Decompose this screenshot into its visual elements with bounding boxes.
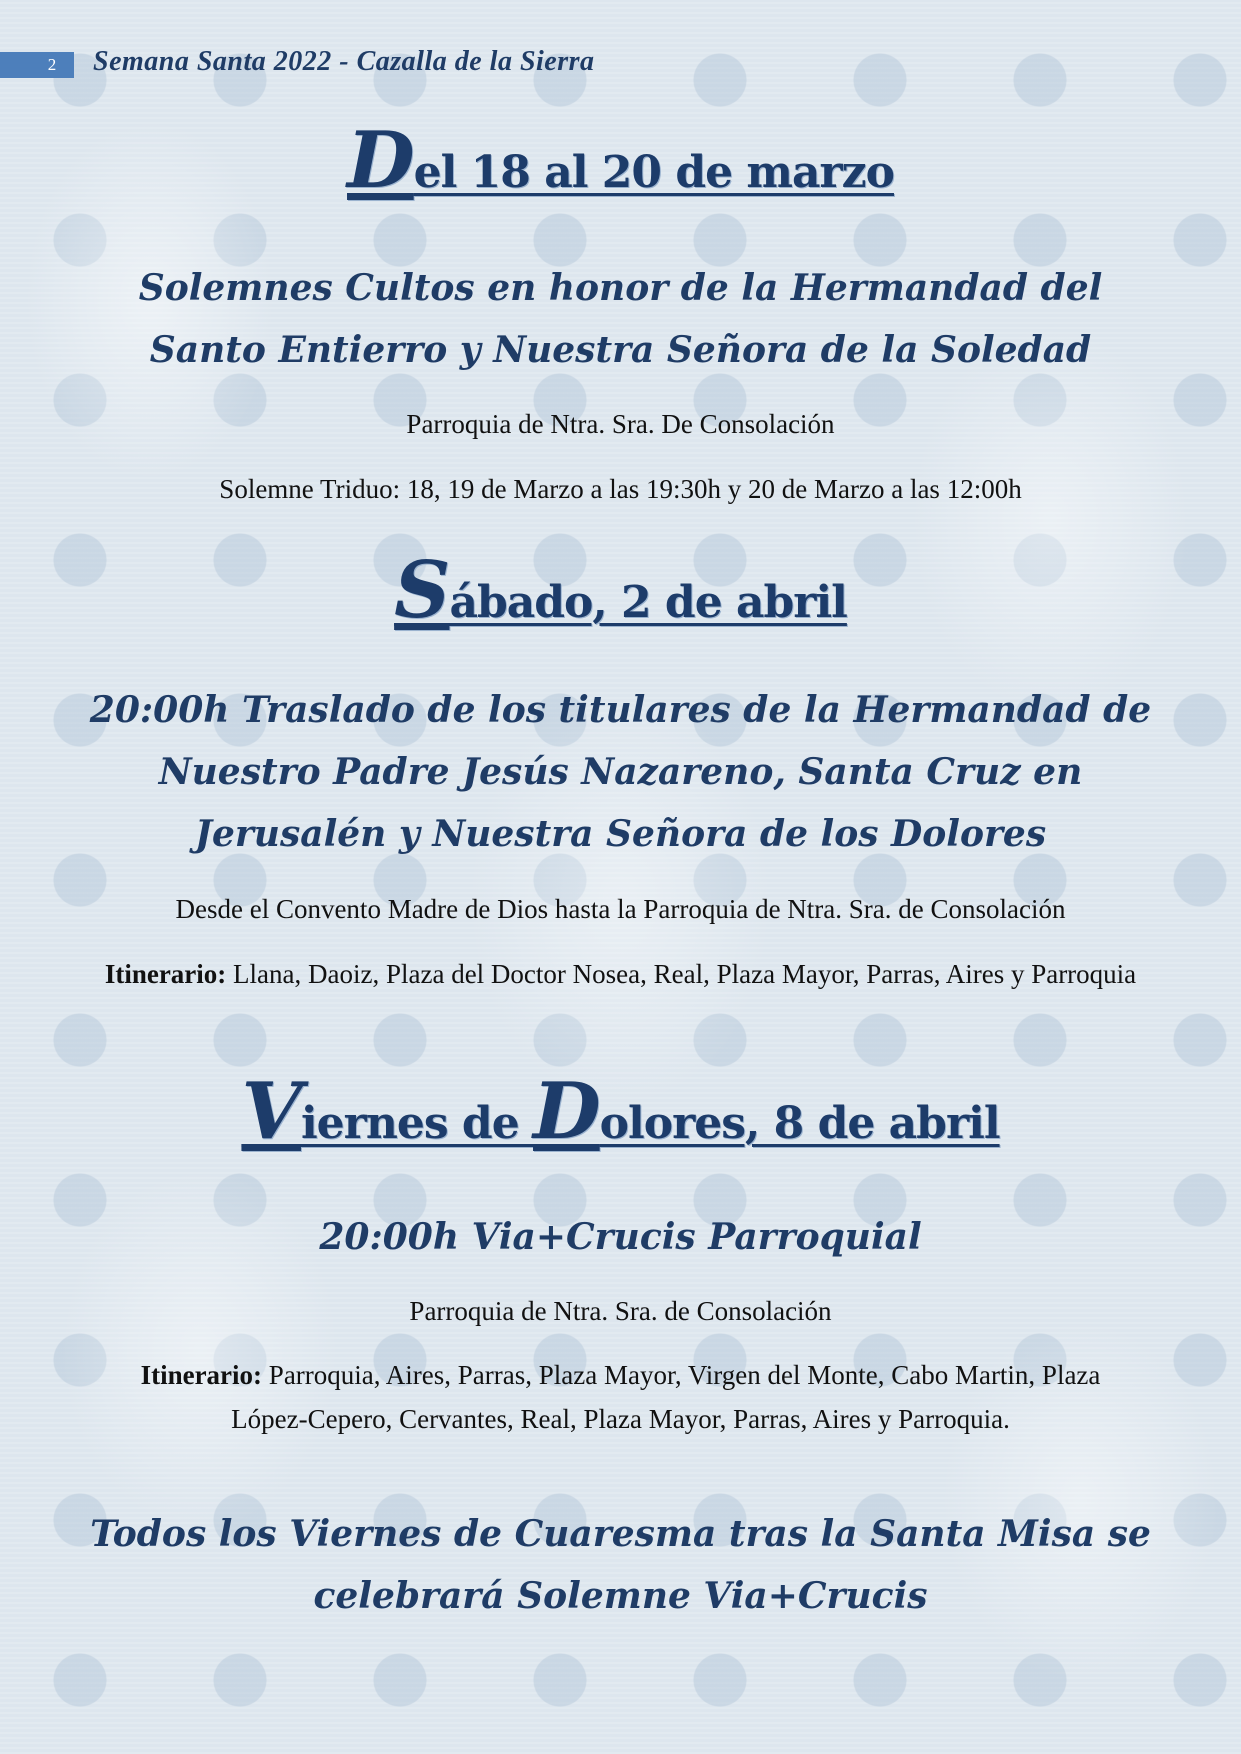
heading-initial: S (394, 545, 450, 636)
section-heading-2 (60, 545, 1181, 636)
itinerary-label: Itinerario: (140, 1360, 263, 1390)
heading-initial: V (241, 1066, 301, 1157)
event-title-3: 20:00h Via+Crucis Parroquial (319, 1216, 922, 1258)
event-title-2: 20:00h Traslado de los titulares de la Hermandad de Nuestro Padre Jesús Nazareno, Santa Cruz en Jerusalén y Nuestra Señora de los Dolores (89, 689, 1152, 855)
itinerary-label: Itinerario: (104, 959, 227, 989)
heading-text: el 18 al 20 de marzo (413, 147, 894, 198)
heading-text: olores, 8 de abril (599, 1098, 1000, 1149)
page-number: 2 (0, 52, 74, 78)
event-itinerary-2 (90, 952, 1151, 996)
running-title: Semana Santa 2022 - Cazalla de la Sierra (93, 46, 595, 77)
event-route-2: Desde el Convento Madre de Dios hasta la Parroquia de Ntra. Sra. de Consolación (175, 894, 1066, 924)
lent-note: Todos los Viernes de Cuaresma tras la Santa Misa se celebrará Solemne Via+Crucis (90, 1513, 1151, 1617)
event-location-1: Parroquia de Ntra. Sra. De Consolación (406, 409, 835, 439)
event-schedule-1: Solemne Triduo: 18, 19 de Marzo a las 19:30h y 20 de Marzo a las 12:00h (219, 474, 1022, 504)
heading-text: ábado, 2 de abril (449, 577, 847, 628)
section-heading-1 (60, 115, 1181, 206)
section-heading-3 (60, 1066, 1181, 1157)
heading-initial: D (533, 1066, 600, 1157)
event-location-3: Parroquia de Ntra. Sra. de Consolación (409, 1296, 832, 1326)
heading-initial: D (347, 115, 414, 206)
event-itinerary-3 (110, 1353, 1131, 1441)
itinerary-text: Parroquia, Aires, Parras, Plaza Mayor, Virgen del Monte, Cabo Martin, Plaza López-Cepero, Cervantes, Real, Plaza Mayor, Parras, Aires y Parroquia. (231, 1360, 1101, 1434)
event-title-1: Solemnes Cultos en honor de la Hermandad del Santo Entierro y Nuestra Señora de la Soledad (138, 267, 1103, 371)
itinerary-text: Llana, Daoiz, Plaza del Doctor Nosea, Real, Plaza Mayor, Parras, Aires y Parroquia (226, 959, 1137, 989)
heading-text: iernes de (300, 1098, 534, 1149)
